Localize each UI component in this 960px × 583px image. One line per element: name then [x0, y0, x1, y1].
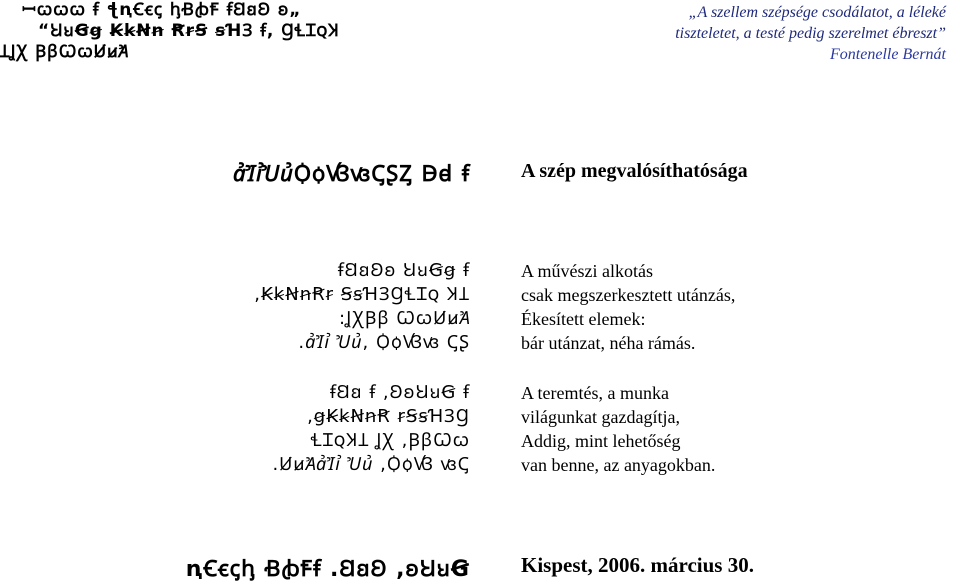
rovas-signature: ꞑꞒꞓꞔꞕ ꞖꞗꞘꞙ .ꞚꞛꞜ ,ꞝꞞꞟꞠ [185, 557, 470, 582]
rovas-verse-line: .ꞻꞼꞽ Ꞿꞿ, ꟀꟁꟂꟃ ꟄꟅ [298, 332, 470, 353]
motto-line: tiszteletet, a testé pedig szerelmet ébreszt” [675, 25, 946, 42]
motto-quote [675, 2, 946, 65]
verse-line: világunkat gazdagítja, [521, 407, 680, 427]
stanza-2 [521, 381, 715, 477]
rovas-verse-line: ꞭꞮꞯꞰꞱ ꞲꞳ ,ꞴꞵꞶꞷ [310, 430, 470, 451]
rovas-stanza-2 [272, 381, 470, 477]
verse-line: A művészi alkotás [521, 261, 653, 281]
rovas-verse-line: ,ꞡꞢꞣꞤꞥꞦ ꞧꞨꞩꞪꞫꞬ [307, 406, 470, 427]
rovas-motto-line: ꞱꞲꞳ ꞴꞵꞶꞷꞸꞹꞺ [0, 42, 129, 62]
verse-line: Addig, mint lehetőség [521, 431, 681, 451]
verse-line: bár utánzat, néha rámás. [521, 333, 696, 353]
poem-title: A szép megvalósíthatósága [521, 160, 748, 182]
verse-line: van benne, az anyagokban. [521, 455, 716, 475]
place-date-signature: Kispest, 2006. március 30. [521, 553, 754, 577]
rovas-motto-line: “ꞞꞟꞠꞡ ꞢꞣꞤꞥ ꞦꞧꞨ ꞩꞪꞫ ꞙ, ꞬꞭꞮꞯꞰ [38, 21, 340, 41]
rovas-verse-line: ,ꞢꞣꞤꞥꞦꞧ ꞨꞩꞪꞫꞬꞭꞮꞯ ꞰꞱ [254, 284, 470, 305]
verse-line: csak megszerkesztett utánzás, [521, 285, 736, 305]
motto-author: Fontenelle Bernát [830, 46, 946, 63]
rovas-verse-line: :ꞲꞳꞴꞵ ꞶꞷꞸꞹꞺ [338, 308, 470, 329]
rovas-poem-title: ꞻꞼꞽꞾꞿꟀꟁꟂꟃꟄꟅꟆ Ꟈꟈ ꞙ [232, 162, 470, 187]
rovas-verse-line: ꞙꞚꞛ ꞙ ,ꞜꞝꞞꞟꞠ ꞙ [329, 382, 470, 403]
rovas-motto-line: ꟷꞷꞷꞷ ꞙ ꞎꞑꞒꞓꞔ ꞕꞖꞗꞘ ꞙꞚꞛꞜ ꞝ„ [22, 0, 302, 20]
verse-line: Ékesített elemek: [521, 309, 646, 329]
rovas-stanza-1 [254, 259, 470, 355]
stanza-1 [521, 259, 735, 355]
rovas-verse-line: ꞙꞚꞛꞜꞝ ꞞꞟꞠꞡ ꞙ [337, 260, 470, 281]
rovas-motto [0, 0, 460, 63]
motto-line: „A szellem szépsége csodálatot, a léleké [688, 4, 946, 21]
verse-line: A teremtés, a munka [521, 383, 669, 403]
rovas-verse-line: .ꞸꞹꞺꞻꞼꞽ Ꞿꞿ ,ꟀꟁꟂ ꟃꟄ [272, 454, 470, 475]
